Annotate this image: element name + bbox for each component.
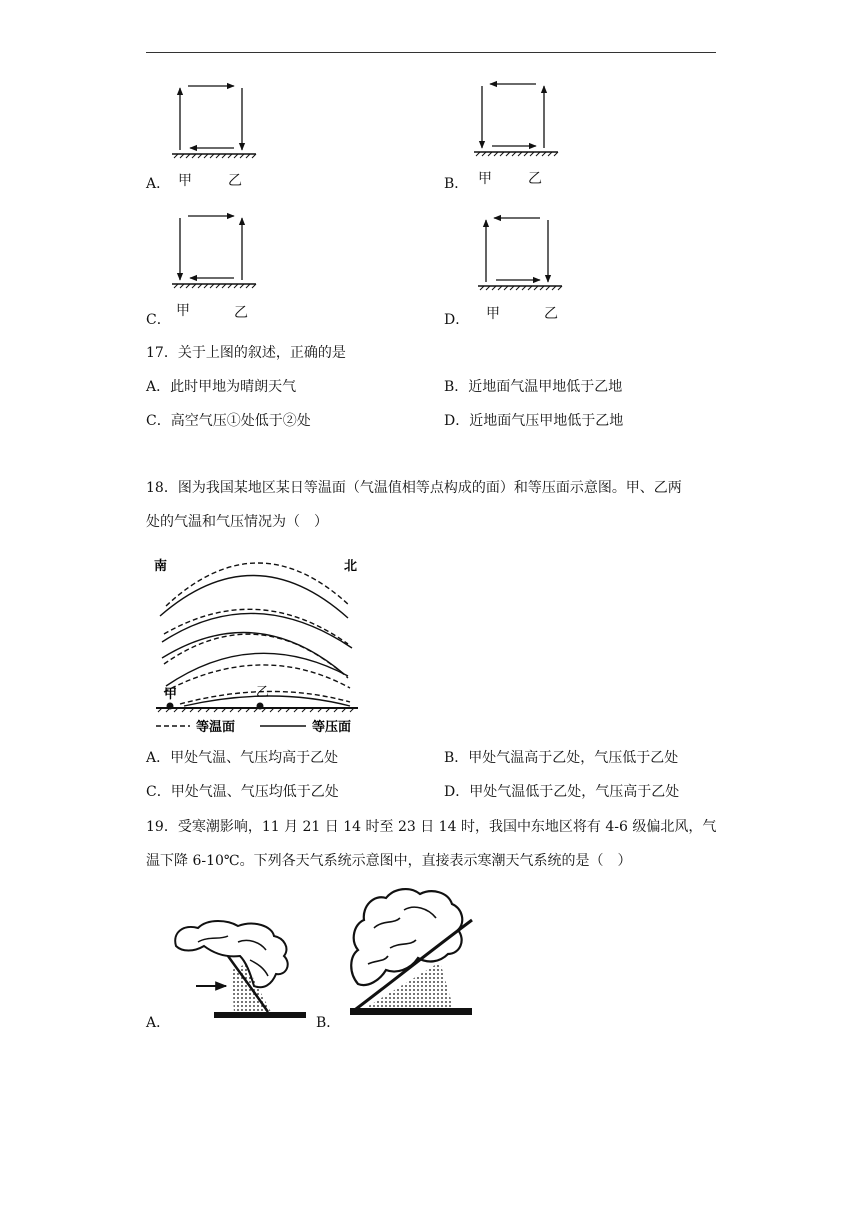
q16-option-a-jia-label: 甲 (178, 173, 192, 189)
q17-option-c[interactable]: C．高空气压①处低于②处 (146, 413, 311, 429)
q16-option-b-letter[interactable]: B． (444, 176, 469, 192)
q16-option-a-yi-label: 乙 (228, 173, 242, 189)
q16-option-a-letter[interactable]: A． (146, 176, 171, 192)
q19-option-b-front-diagram (344, 884, 476, 1024)
q16-option-c-yi-label: 乙 (234, 305, 248, 321)
q18-isotherm-isobar-figure (150, 540, 365, 740)
q16-option-b-jia-label: 甲 (478, 171, 492, 187)
q18-south-label: 南 (154, 559, 168, 574)
q19-stem-line1: 19．受寒潮影响，11 月 21 日 14 时至 23 日 14 时，我国中东地区将有 4-6 级偏北风，气 (146, 819, 717, 835)
q19-option-a-front-diagram (168, 912, 318, 1024)
q18-yi-label: 乙 (256, 685, 270, 700)
q16-option-d-yi-label: 乙 (544, 306, 558, 322)
q18-stem-line2: 处的气温和气压情况为（ ） (146, 514, 328, 530)
q16-option-c-jia-label: 甲 (176, 303, 190, 319)
q18-option-c[interactable]: C．甲处气温、气压均低于乙处 (146, 784, 339, 800)
q19-option-b-letter[interactable]: B． (316, 1015, 341, 1031)
q18-jia-label: 甲 (164, 687, 178, 702)
q17-option-d[interactable]: D．近地面气压甲地低于乙地 (444, 413, 624, 429)
q18-option-a[interactable]: A．甲处气温、气压均高于乙处 (146, 750, 339, 766)
q16-option-d-letter[interactable]: D． (444, 312, 470, 328)
q19-option-a-letter[interactable]: A． (146, 1015, 171, 1031)
q18-legend-isobar: 等压面 (312, 720, 352, 735)
q16-option-d-jia-label: 甲 (486, 306, 500, 322)
q17-option-b[interactable]: B．近地面气温甲地低于乙地 (444, 379, 623, 395)
q19-stem-line2: 温下降 6-10℃。下列各天气系统示意图中，直接表示寒潮天气系统的是（ ） (146, 853, 632, 869)
q17-stem: 17．关于上图的叙述，正确的是 (146, 345, 346, 361)
header-rule (146, 52, 716, 53)
q17-option-a[interactable]: A．此时甲地为晴朗天气 (146, 379, 297, 395)
q18-option-d[interactable]: D．甲处气温低于乙处，气压高于乙处 (444, 784, 680, 800)
q16-option-c-letter[interactable]: C． (146, 312, 171, 328)
q16-option-b-yi-label: 乙 (528, 171, 542, 187)
q18-legend-isotherm: 等温面 (196, 720, 236, 735)
q18-option-b[interactable]: B．甲处气温高于乙处，气压低于乙处 (444, 750, 679, 766)
q18-north-label: 北 (344, 559, 358, 574)
q18-stem-line1: 18．图为我国某地区某日等温面（气温值相等点构成的面）和等压面示意图。甲、乙两 (146, 480, 682, 496)
